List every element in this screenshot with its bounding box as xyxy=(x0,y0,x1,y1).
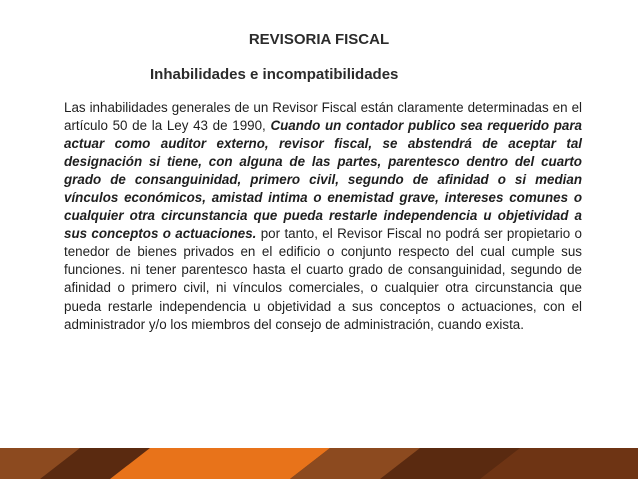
body-paragraph xyxy=(64,99,582,334)
footer-decorative-bar xyxy=(0,448,638,479)
body-text-intro: Las inhabilidades generales de un Revisor Fiscal están claramente determinadas en el artículo 50 de la Ley 43 de 1990, xyxy=(64,100,582,134)
slide-subtitle: Inhabilidades e incompatibilidades xyxy=(150,66,399,83)
body-text-emphasis: Cuando un contador publico sea requerido para actuar como auditor externo, revisor fiscal, se abstendrá de aceptar tal designación si tiene, con alguna de las partes, parentesco dentro del cuarto grado de consanguinidad, primero civil, segundo de afinidad o si median vínculos económicos, amistad intima o enemistad grave, intereses comunes o cualquier otra circunstancia que pueda restarle independencia u objetividad a sus conceptos o actuaciones. xyxy=(64,118,582,242)
body-text-conclusion: por tanto, el Revisor Fiscal no podrá ser propietario o tenedor de bienes privados en el edificio o conjunto respecto del cual cumple sus funciones. ni tener parentesco hasta el cuarto grado de consanguinidad, segundo de afinidad o primero civil, ni vínculos comerciales, o cualquier otra circunstancia que pueda restarle independencia u objetividad a sus conceptos o actuaciones, con el administrador y/o los miembros del consejo de administración, cuando exista. xyxy=(64,226,582,332)
slide-title: REVISORIA FISCAL xyxy=(248,31,390,48)
footer-stripes xyxy=(0,448,638,479)
